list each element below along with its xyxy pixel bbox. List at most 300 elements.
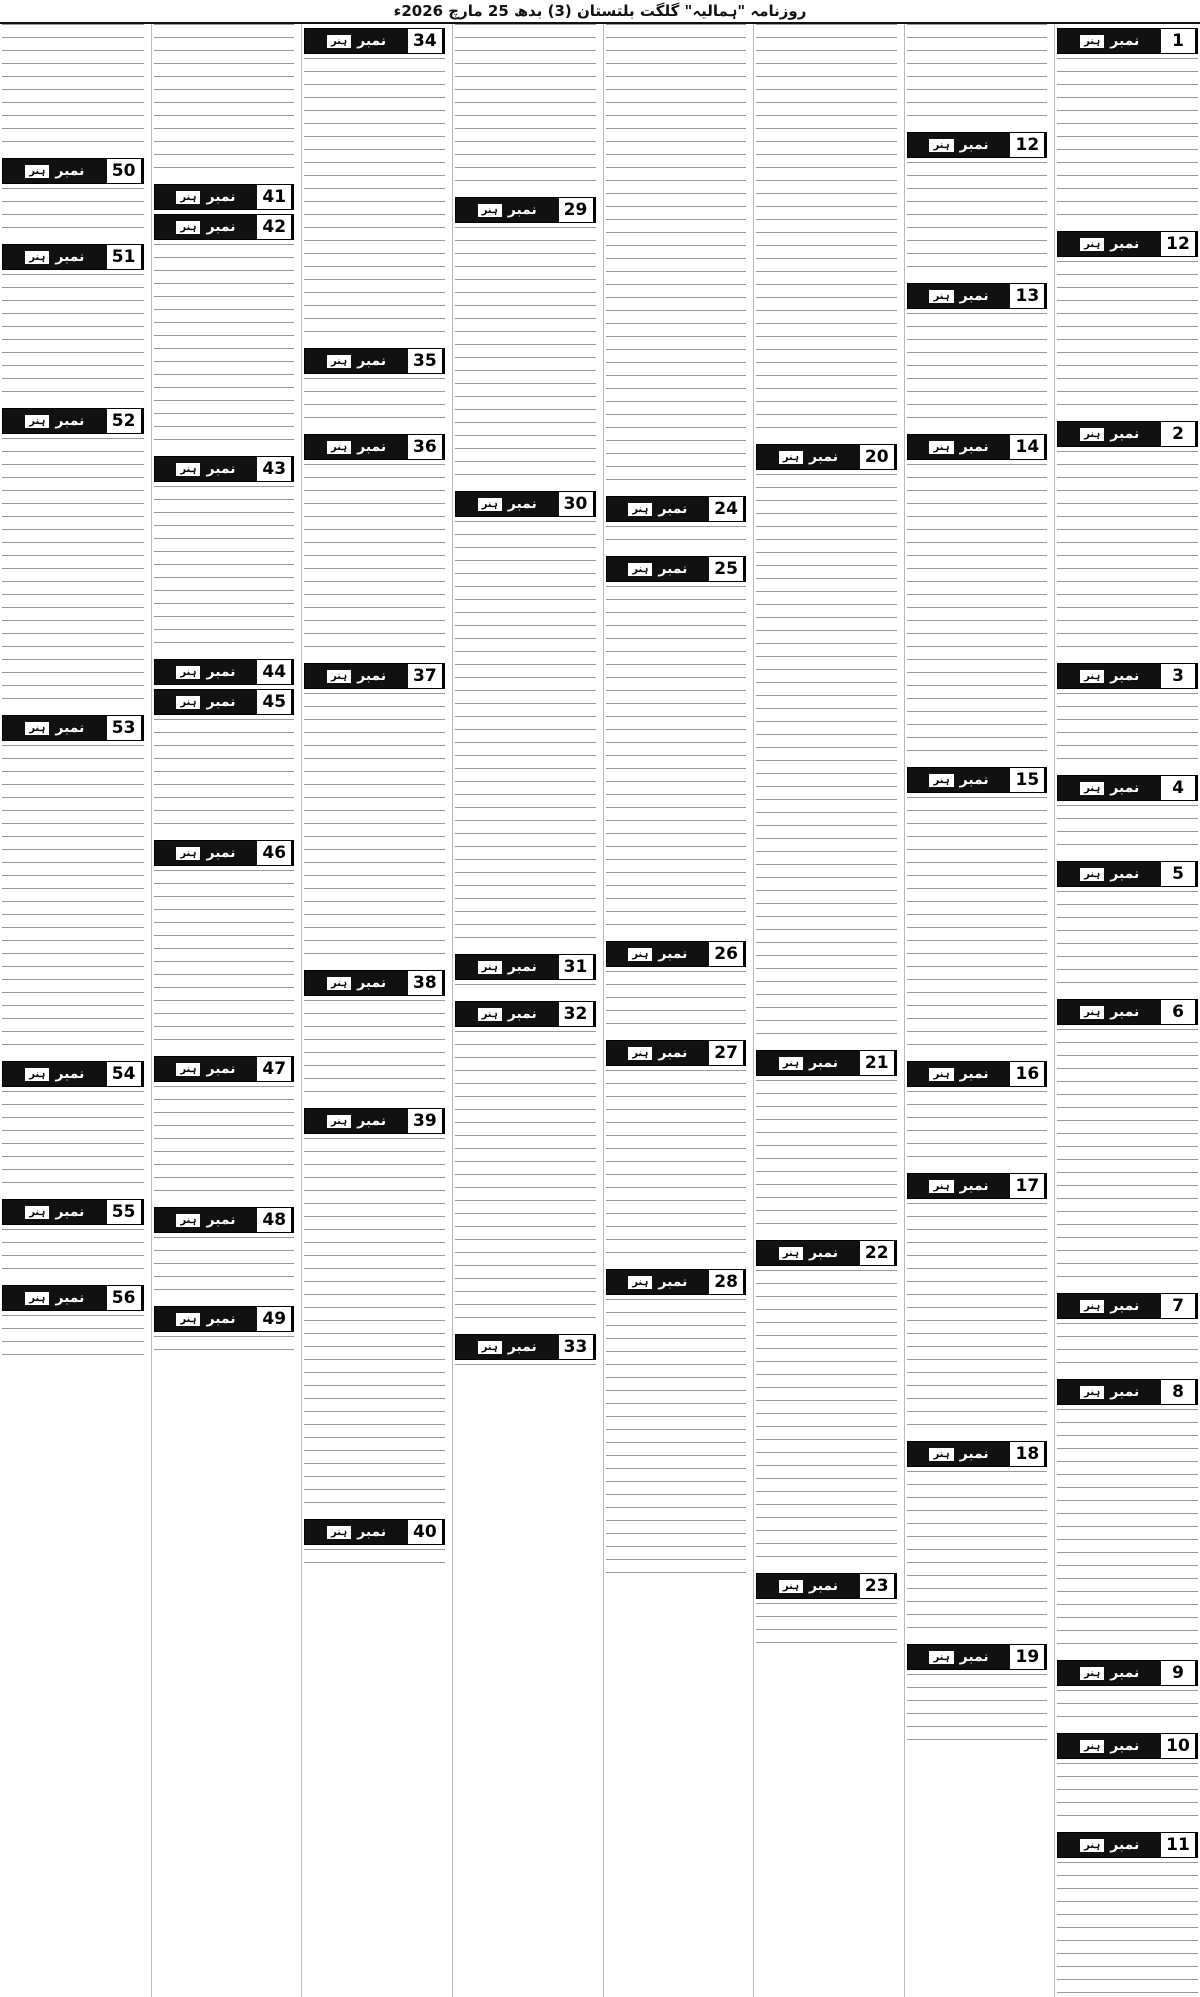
section-badge-label (155, 1057, 258, 1081)
section-number: 49 (257, 1307, 293, 1331)
section-badge-tag: ہنر (327, 35, 351, 48)
section-badge (907, 434, 1048, 460)
section-badge (1057, 775, 1198, 801)
section-number: 33 (559, 1335, 595, 1359)
section-badge (907, 132, 1048, 158)
section-number: 41 (257, 185, 293, 209)
article-text-block (455, 1364, 596, 1377)
section-number: 40 (408, 1520, 444, 1544)
section-number: 48 (257, 1208, 293, 1232)
article-text-block (606, 1070, 747, 1265)
section-number: 1 (1161, 29, 1197, 53)
section-badge-label (3, 159, 107, 183)
section-badge (907, 1061, 1048, 1087)
section-badge-word: نمبر (206, 844, 236, 861)
section-number: 15 (1010, 768, 1046, 792)
section-badge-label (155, 690, 258, 714)
article-text-block (304, 58, 445, 344)
section-badge-word: نمبر (357, 32, 387, 49)
section-badge-label (155, 215, 258, 239)
section-number: 17 (1010, 1174, 1046, 1198)
section-badge-label (3, 716, 107, 740)
section-badge-tag: ہنر (25, 251, 49, 264)
columns-grid (0, 24, 1200, 1997)
section-badge-tag: ہنر (1080, 1740, 1104, 1753)
section-badge-tag: ہنر (327, 670, 351, 683)
section-badge-label (456, 1335, 559, 1359)
section-badge (154, 659, 295, 685)
section-badge-word: نمبر (808, 1244, 839, 1261)
article-text-block (907, 24, 1048, 128)
section-badge (455, 197, 596, 223)
section-badge-label (155, 185, 258, 209)
section-badge-word: نمبر (1110, 779, 1140, 796)
section-number: 32 (559, 1002, 595, 1026)
masthead (0, 0, 1200, 24)
article-text-block (304, 693, 445, 966)
section-badge-word: نمبر (1110, 1737, 1140, 1754)
section-badge-label (908, 1645, 1011, 1669)
section-badge-word: نمبر (357, 974, 387, 991)
article-text-block (2, 1229, 144, 1281)
section-badge (606, 496, 747, 522)
section-badge-tag: ہنر (628, 1276, 652, 1289)
section-number: 5 (1161, 862, 1197, 886)
section-number: 21 (860, 1051, 896, 1075)
section-badge (606, 556, 747, 582)
section-badge-label (757, 1241, 860, 1265)
section-number: 4 (1161, 776, 1197, 800)
article-text-block (2, 438, 144, 711)
column-3 (753, 24, 899, 1997)
article-text-block (2, 24, 144, 154)
section-badge (756, 1050, 897, 1076)
section-badge-tag: ہنر (628, 503, 652, 516)
section-number: 14 (1010, 435, 1046, 459)
section-badge-label (908, 1442, 1011, 1466)
article-text-block (154, 1237, 295, 1302)
section-badge-tag: ہنر (327, 355, 351, 368)
section-badge (1057, 1379, 1198, 1405)
article-text-block (606, 1299, 747, 1585)
section-badge-label (1058, 232, 1161, 256)
section-badge-word: نمبر (1110, 32, 1140, 49)
section-badge-word: نمبر (1110, 1664, 1140, 1681)
section-badge-word: نمبر (206, 188, 236, 205)
section-number: 53 (107, 716, 143, 740)
section-badge (1057, 663, 1198, 689)
section-badge-tag: ہنر (176, 847, 200, 860)
section-badge-word: نمبر (959, 771, 989, 788)
section-badge-tag: ہنر (1080, 1300, 1104, 1313)
article-text-block (606, 971, 747, 1036)
section-badge (154, 689, 295, 715)
section-badge-label (607, 557, 710, 581)
section-badge (304, 348, 445, 374)
article-text-block (455, 1031, 596, 1330)
section-badge-tag: ہنر (1080, 428, 1104, 441)
section-badge-label (305, 435, 408, 459)
section-badge-word: نمبر (206, 218, 236, 235)
section-badge-label (757, 1051, 860, 1075)
section-badge-label (155, 841, 258, 865)
section-badge-label (908, 435, 1011, 459)
section-badge-word: نمبر (959, 287, 989, 304)
section-badge-tag: ہنر (929, 774, 953, 787)
section-badge-word: نمبر (55, 248, 85, 265)
article-text-block (1057, 261, 1198, 417)
section-number: 12 (1161, 232, 1197, 256)
section-badge-label (757, 445, 860, 469)
section-badge-label (1058, 862, 1161, 886)
section-badge (2, 158, 144, 184)
section-badge-tag: ہنر (779, 1057, 803, 1070)
section-badge-tag: ہنر (25, 1292, 49, 1305)
section-badge-label (155, 1208, 258, 1232)
article-text-block (2, 188, 144, 240)
article-text-block (2, 1315, 144, 1367)
article-text-block (907, 797, 1048, 1057)
section-badge-tag: ہنر (25, 1068, 49, 1081)
section-badge-word: نمبر (959, 1648, 989, 1665)
section-number: 9 (1161, 1661, 1197, 1685)
article-text-block (304, 1549, 445, 1575)
section-badge-tag: ہنر (929, 1448, 953, 1461)
section-badge-tag: ہنر (176, 191, 200, 204)
section-badge-word: نمبر (357, 1523, 387, 1540)
article-text-block (606, 586, 747, 937)
section-badge-word: نمبر (1110, 1003, 1140, 1020)
section-number: 11 (1161, 1833, 1197, 1857)
section-number: 12 (1010, 133, 1046, 157)
section-badge-tag: ہنر (929, 1180, 953, 1193)
section-number: 22 (860, 1241, 896, 1265)
section-badge-tag: ہنر (1080, 868, 1104, 881)
section-badge-tag: ہنر (1080, 782, 1104, 795)
section-badge-word: نمبر (206, 693, 236, 710)
article-text-block (304, 378, 445, 430)
section-badge-tag: ہنر (929, 139, 953, 152)
section-badge-word: نمبر (206, 663, 236, 680)
section-badge (907, 1173, 1048, 1199)
section-badge-tag: ہنر (327, 977, 351, 990)
section-badge-label (305, 971, 408, 995)
section-number: 55 (107, 1200, 143, 1224)
article-text-block (1057, 693, 1198, 771)
section-badge-tag: ہنر (176, 696, 200, 709)
section-badge-word: نمبر (1110, 1836, 1140, 1853)
article-text-block (154, 719, 295, 836)
section-number: 28 (709, 1270, 745, 1294)
section-number: 36 (408, 435, 444, 459)
section-badge-tag: ہنر (25, 165, 49, 178)
section-badge (2, 715, 144, 741)
section-badge (304, 1108, 445, 1134)
article-text-block (1057, 1409, 1198, 1656)
section-badge-label (305, 664, 408, 688)
section-badge (2, 244, 144, 270)
section-badge-tag: ہنر (1080, 35, 1104, 48)
section-number: 39 (408, 1109, 444, 1133)
section-badge-tag: ہنر (327, 1526, 351, 1539)
section-badge-word: نمبر (55, 1289, 85, 1306)
section-badge-word: نمبر (808, 1054, 839, 1071)
article-text-block (907, 1091, 1048, 1169)
section-badge-word: نمبر (1110, 235, 1140, 252)
article-text-block (907, 313, 1048, 430)
section-badge-label (305, 1520, 408, 1544)
section-badge (304, 970, 445, 996)
section-badge-label (3, 245, 107, 269)
section-badge-tag: ہنر (929, 290, 953, 303)
section-badge (907, 1441, 1048, 1467)
section-badge-label (1058, 29, 1161, 53)
article-text-block (756, 1270, 897, 1569)
section-number: 31 (559, 955, 595, 979)
section-badge-word: نمبر (658, 1044, 688, 1061)
section-badge-tag: ہنر (25, 415, 49, 428)
section-badge-word: نمبر (55, 1065, 85, 1082)
section-number: 43 (257, 457, 293, 481)
section-badge-tag: ہنر (327, 441, 351, 454)
section-number: 3 (1161, 664, 1197, 688)
section-badge-label (1058, 1380, 1161, 1404)
section-badge-label (607, 497, 710, 521)
section-badge-word: نمبر (658, 1273, 688, 1290)
section-badge-tag: ہنر (628, 948, 652, 961)
column-6 (301, 24, 447, 1997)
section-badge-tag: ہنر (478, 1008, 502, 1021)
section-number: 50 (107, 159, 143, 183)
section-badge-label (607, 1270, 710, 1294)
section-badge-tag: ہنر (478, 961, 502, 974)
section-badge-label (305, 29, 408, 53)
section-badge-tag: ہنر (25, 1206, 49, 1219)
section-badge (907, 767, 1048, 793)
section-number: 16 (1010, 1062, 1046, 1086)
section-badge (304, 1519, 445, 1545)
section-badge-tag: ہنر (1080, 670, 1104, 683)
section-number: 8 (1161, 1380, 1197, 1404)
section-number: 54 (107, 1062, 143, 1086)
article-text-block (2, 745, 144, 1057)
section-badge-label (1058, 1294, 1161, 1318)
section-badge-label (155, 660, 258, 684)
section-badge-tag: ہنر (929, 1068, 953, 1081)
section-badge (1057, 28, 1198, 54)
article-text-block (455, 227, 596, 487)
section-badge-tag: ہنر (929, 441, 953, 454)
section-badge-label (456, 1002, 559, 1026)
section-badge-word: نمبر (507, 958, 537, 975)
column-5 (452, 24, 598, 1997)
article-text-block (907, 1471, 1048, 1640)
article-text-block (154, 244, 295, 452)
section-badge-label (1058, 1833, 1161, 1857)
section-badge (2, 1199, 144, 1225)
section-badge-word: نمبر (206, 460, 236, 477)
section-badge (1057, 1293, 1198, 1319)
section-number: 42 (257, 215, 293, 239)
section-badge (756, 1240, 897, 1266)
section-number: 26 (709, 942, 745, 966)
section-badge (1057, 1733, 1198, 1759)
section-number: 6 (1161, 1000, 1197, 1024)
section-number: 45 (257, 690, 293, 714)
article-text-block (1057, 805, 1198, 857)
section-badge-tag: ہنر (628, 1047, 652, 1060)
section-badge-word: نمبر (1110, 1297, 1140, 1314)
article-text-block (455, 984, 596, 997)
article-text-block (154, 24, 295, 180)
column-2 (904, 24, 1050, 1997)
section-badge-label (155, 1307, 258, 1331)
section-number: 27 (709, 1041, 745, 1065)
section-badge (154, 840, 295, 866)
section-badge-word: نمبر (959, 1065, 989, 1082)
section-badge (1057, 861, 1198, 887)
section-badge (154, 1306, 295, 1332)
article-text-block (154, 486, 295, 655)
section-badge-word: نمبر (658, 500, 688, 517)
section-badge-label (1058, 664, 1161, 688)
column-1 (1054, 24, 1200, 1997)
section-badge (1057, 421, 1198, 447)
section-badge-word: نمبر (507, 201, 537, 218)
section-badge (1057, 1832, 1198, 1858)
section-badge-label (908, 284, 1011, 308)
section-number: 52 (107, 409, 143, 433)
section-badge-label (908, 1174, 1011, 1198)
section-badge-tag: ہنر (176, 221, 200, 234)
article-text-block (304, 1000, 445, 1104)
section-badge-tag: ہنر (176, 1063, 200, 1076)
section-badge-tag: ہنر (176, 463, 200, 476)
section-badge-word: نمبر (357, 352, 387, 369)
section-badge-tag: ہنر (779, 1247, 803, 1260)
section-badge-tag: ہنر (176, 1313, 200, 1326)
section-number: 37 (408, 664, 444, 688)
section-badge-label (456, 955, 559, 979)
section-badge-word: نمبر (959, 438, 989, 455)
section-badge-tag: ہنر (779, 1580, 803, 1593)
article-text-block (2, 1091, 144, 1195)
article-text-block (1057, 1763, 1198, 1828)
section-badge (907, 1644, 1048, 1670)
section-badge (304, 28, 445, 54)
section-number: 2 (1161, 422, 1197, 446)
section-badge (2, 1285, 144, 1311)
section-number: 10 (1161, 1734, 1197, 1758)
section-badge-label (1058, 1000, 1161, 1024)
section-badge-tag: ہنر (1080, 1839, 1104, 1852)
section-badge (304, 663, 445, 689)
section-badge-tag: ہنر (176, 1214, 200, 1227)
article-text-block (756, 474, 897, 1046)
article-text-block (1057, 891, 1198, 995)
section-badge-tag: ہنر (25, 722, 49, 735)
article-text-block (154, 1336, 295, 1362)
section-badge-word: نمبر (55, 1203, 85, 1220)
article-text-block (756, 24, 897, 440)
section-badge-label (456, 492, 559, 516)
section-badge-label (908, 768, 1011, 792)
section-badge (154, 456, 295, 482)
section-badge (304, 434, 445, 460)
section-badge-label (305, 1109, 408, 1133)
section-badge-word: نمبر (959, 136, 989, 153)
article-text-block (304, 464, 445, 659)
section-number: 23 (860, 1574, 896, 1598)
section-badge-label (1058, 1734, 1161, 1758)
section-badge-tag: ہنر (176, 666, 200, 679)
section-badge (1057, 1660, 1198, 1686)
section-badge-tag: ہنر (478, 498, 502, 511)
section-badge-word: نمبر (55, 719, 85, 736)
section-badge-label (3, 1062, 107, 1086)
section-badge-label (757, 1574, 860, 1598)
section-number: 38 (408, 971, 444, 995)
section-badge-word: نمبر (1110, 1383, 1140, 1400)
section-badge-word: نمبر (357, 667, 387, 684)
section-badge (756, 444, 897, 470)
section-badge-word: نمبر (658, 945, 688, 962)
section-badge-tag: ہنر (1080, 238, 1104, 251)
article-text-block (907, 1203, 1048, 1437)
section-badge-word: نمبر (55, 412, 85, 429)
section-badge (455, 954, 596, 980)
section-badge-tag: ہنر (478, 1341, 502, 1354)
section-badge-label (1058, 422, 1161, 446)
article-text-block (907, 162, 1048, 279)
section-badge (2, 408, 144, 434)
section-badge-word: نمبر (808, 448, 839, 465)
section-badge-word: نمبر (206, 1310, 236, 1327)
article-text-block (907, 1674, 1048, 1752)
article-text-block (606, 526, 747, 552)
section-badge-word: نمبر (357, 438, 387, 455)
section-badge-tag: ہنر (628, 563, 652, 576)
section-badge (455, 1001, 596, 1027)
section-badge (606, 1040, 747, 1066)
section-badge (2, 1061, 144, 1087)
section-number: 24 (709, 497, 745, 521)
column-4 (603, 24, 749, 1997)
section-number: 7 (1161, 1294, 1197, 1318)
section-badge-tag: ہنر (478, 204, 502, 217)
section-badge-word: نمبر (959, 1177, 989, 1194)
section-badge (154, 184, 295, 210)
section-badge-label (607, 942, 710, 966)
section-badge-tag: ہنر (327, 1115, 351, 1128)
section-badge-label (3, 1286, 107, 1310)
section-badge-word: نمبر (1110, 865, 1140, 882)
section-badge-word: نمبر (808, 1577, 839, 1594)
section-badge-word: نمبر (1110, 425, 1140, 442)
article-text-block (1057, 1690, 1198, 1729)
section-badge-label (3, 1200, 107, 1224)
section-number: 47 (257, 1057, 293, 1081)
section-badge (606, 1269, 747, 1295)
section-badge-word: نمبر (55, 162, 85, 179)
column-8 (0, 24, 146, 1997)
section-badge (756, 1573, 897, 1599)
section-number: 44 (257, 660, 293, 684)
section-number: 19 (1010, 1645, 1046, 1669)
section-badge-tag: ہنر (1080, 1006, 1104, 1019)
article-text-block (1057, 58, 1198, 227)
section-badge-label (456, 198, 559, 222)
